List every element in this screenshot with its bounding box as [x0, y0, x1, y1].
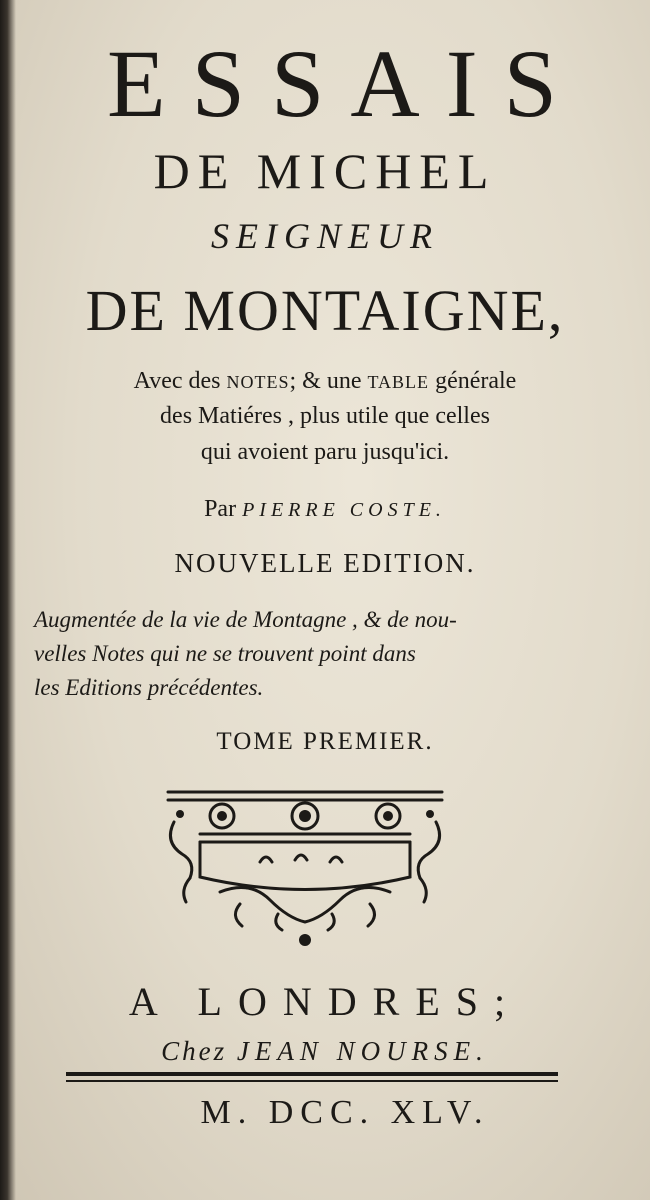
printer-prefix: Chez — [161, 1036, 228, 1066]
title-de-montaigne: DE MONTAIGNE, — [85, 278, 565, 343]
subtitle-text-a: Avec des — [133, 368, 227, 394]
augmentation-line-1: Augmentée de la vie de Montagne , & de nou- — [34, 607, 457, 632]
title-essais: ESSAIS — [106, 30, 584, 137]
subtitle-line-1 — [0, 369, 650, 393]
subtitle-table: TABLE — [367, 372, 430, 392]
subtitle-text-c: ; & une — [289, 368, 368, 394]
imprint-printer — [0, 1036, 650, 1067]
title-seigneur: SEIGNEUR — [211, 216, 439, 256]
author-line — [0, 496, 650, 523]
imprint-rule-thin — [66, 1080, 558, 1082]
author-name: PIERRE COSTE. — [242, 499, 446, 521]
subtitle-line-2: des Matiéres , plus utile que celles — [160, 403, 490, 429]
imprint-rule-thick — [66, 1072, 558, 1076]
printer-name: JEAN NOURSE. — [236, 1036, 489, 1066]
subtitle-line-3: qui avoient paru jusqu'ici. — [200, 439, 450, 465]
edition-statement: NOUVELLE EDITION. — [174, 548, 476, 578]
author-prefix: Par — [204, 496, 237, 522]
subtitle-text-e: générale — [429, 368, 517, 394]
augmentation-line-2: velles Notes qui ne se trouvent point dans — [34, 641, 416, 666]
imprint-place: A LONDRES; — [128, 979, 522, 1024]
imprint-date: M. DCC. XLV. — [200, 1094, 490, 1131]
subtitle-notes: NOTES — [226, 372, 290, 392]
title-de-michel: DE MICHEL — [153, 143, 497, 199]
volume-statement: TOME PREMIER. — [216, 728, 434, 755]
augmentation-line-3: les Editions précédentes. — [34, 675, 264, 700]
printers-ornament-icon — [160, 782, 450, 952]
